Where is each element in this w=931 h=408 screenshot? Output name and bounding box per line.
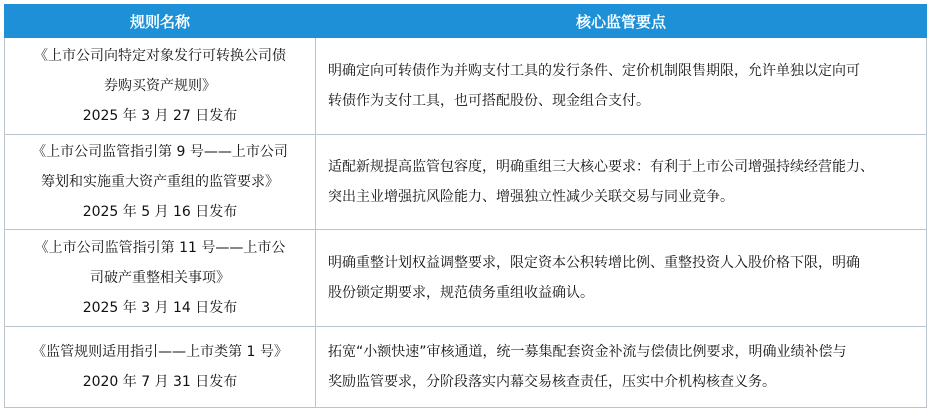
rule-name-line: 《上市公司监管指引第 11 号——上市公 [34,240,286,256]
core-point-cell [316,327,927,408]
rule-name-line: 《上市公司向特定对象发行可转换公司债 [34,48,286,64]
core-point-cell [316,230,927,327]
core-point-line: 拓宽“小额快速”审核通道，统一募集配套资金补流与偿债比例要求，明确业绩补偿与 [328,344,847,360]
core-point-line: 转债作为支付工具，也可搭配股份、现金组合支付。 [328,93,650,109]
table-row [5,135,927,230]
table-row [5,230,927,327]
table-row [5,327,927,408]
rule-name-cell [5,38,316,135]
header-rule-name: 规则名称 [5,5,316,38]
core-point-line: 突出主业增强抗风险能力、增强独立性减少关联交易与同业竞争。 [328,189,734,205]
core-point-line: 明确定向可转债作为并购支付工具的发行条件、定价机制限售期限，允许单独以定向可 [328,63,860,79]
rule-name-line: 《上市公司监管指引第 9 号——上市公司 [32,144,288,160]
regulation-table [4,4,927,408]
rule-name-line: 司破产重整相关事项》 [90,270,230,286]
core-point-cell [316,38,927,135]
table-row [5,38,927,135]
rule-date-line: 2025 年 3 月 27 日发布 [82,108,238,124]
rule-name-line: 券购买资产规则》 [104,78,216,94]
rule-date-line: 2020 年 7 月 31 日发布 [82,374,238,390]
regulation-table-container [4,4,926,404]
core-point-line: 适配新规提高监管包容度，明确重组三大核心要求：有利于上市公司增强持续经营能力、 [328,159,874,175]
rule-name-line: 《监管规则适用指引——上市类第 1 号》 [32,344,288,360]
rule-date-line: 2025 年 3 月 14 日发布 [82,300,238,316]
core-point-line: 明确重整计划权益调整要求，限定资本公积转增比例、重整投资人入股价格下限，明确 [328,255,860,271]
core-point-line: 奖励监管要求，分阶段落实内幕交易核查责任，压实中介机构核查义务。 [328,374,776,390]
core-point-cell [316,135,927,230]
table-header-row [5,5,927,38]
rule-name-cell [5,327,316,408]
core-point-line: 股份锁定期要求，规范债务重组收益确认。 [328,285,594,301]
header-core-points: 核心监管要点 [316,5,927,38]
rule-date-line: 2025 年 5 月 16 日发布 [82,204,238,220]
rule-name-line: 筹划和实施重大资产重组的监管要求》 [41,174,279,190]
rule-name-cell [5,135,316,230]
rule-name-cell [5,230,316,327]
